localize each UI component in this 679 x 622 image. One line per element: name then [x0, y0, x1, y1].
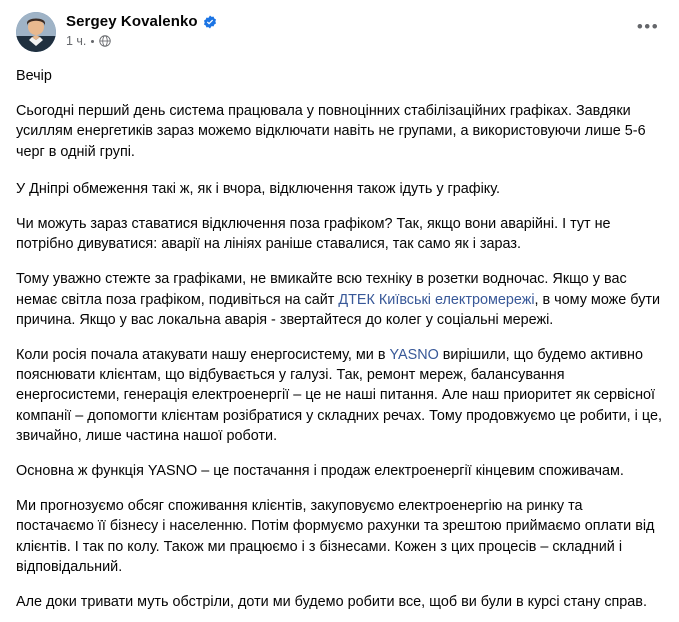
post-time[interactable]: 1 ч. [66, 34, 87, 48]
meta-separator-dot [91, 40, 94, 43]
text-before-link-2: Коли росія почала атакувати нашу енергосистему, ми в [16, 347, 390, 364]
post-paragraph-6: Основна ж функція YASNO – це постачання і продаж електроенергії кінцевим споживачам. [16, 463, 624, 480]
yasno-link[interactable]: YASNO [389, 347, 439, 364]
post-header-text [66, 12, 217, 48]
post-paragraph-5-with-link [16, 345, 663, 446]
avatar-image [16, 12, 56, 52]
post-paragraph-8: Але доки тривати муть обстріли, доти ми будемо робити все, щоб ви були в курсі стану справ. [16, 594, 647, 611]
avatar[interactable] [16, 12, 56, 52]
post-paragraph-7: Ми прогнозуємо обсяг споживання клієнтів, закуповуємо електроенергію на ринку та постачаємо її бізнесу і населенню. Потім формуємо рахунки та зрештою приймаємо оплати від клієнтів. І так по колу. Також ми працюємо і з бізнесами. Кожен з цих процесів – складний і відповідальний. [16, 498, 655, 575]
author-name[interactable]: Sergey Kovalenko [66, 13, 198, 30]
text-after-link-2: вирішили, що будемо активно пояснювати клієнтам, що відбувається у галузі. Так, ремонт мереж, балансування енергосистеми, генерація електроенергії – це не наші питання. Але наш приоритет як сервісної компанії – допомогти клієнтам розібратися у складних речах. Тому продовжуємо це робити, і це, звичайно, лише частина нашої роботи. [16, 347, 662, 444]
post-options-button[interactable]: ••• [636, 17, 660, 36]
globe-icon[interactable] [99, 35, 111, 47]
author-row [66, 13, 217, 31]
post-header [16, 12, 663, 52]
text-before-link-1: Тому уважно стежте за графіками, не вмикайте всю техніку в розетки водночас. Якщо у вас немає світла поза графіком, подивіться на сайт [16, 271, 627, 308]
post-paragraph-3: Чи можуть зараз ставатися відключення поза графіком? Так, якщо вони аварійні. І тут не потрібно дивуватися: аварії на лініях раніше ставалися, так само як і зараз. [16, 216, 611, 253]
post-body [16, 66, 663, 612]
text-after-link-1: , в чому може бути причина. Якщо у вас локальна аварія - звертайтеся до колег у соціальні мережі. [16, 291, 661, 328]
dtek-link[interactable]: ДТЕК Київські електромережі [338, 291, 535, 308]
post-meta [66, 34, 217, 48]
post-paragraph-4-with-link [16, 269, 663, 330]
verified-badge-icon [203, 15, 217, 29]
post-paragraph-1: Сьогодні перший день система працювала у повноцінних стабілізаційних графіках. Завдяки усиллям енергетиків зараз можемо відключати навіть не групами, а використовуючи лише 5-6 черг в одній групі. [16, 103, 646, 160]
post-paragraph-2: У Дніпрі обмеження такі ж, як і вчора, відключення також ідуть у графіку. [16, 180, 501, 197]
post-paragraph-greeting: Вечір [16, 68, 52, 84]
